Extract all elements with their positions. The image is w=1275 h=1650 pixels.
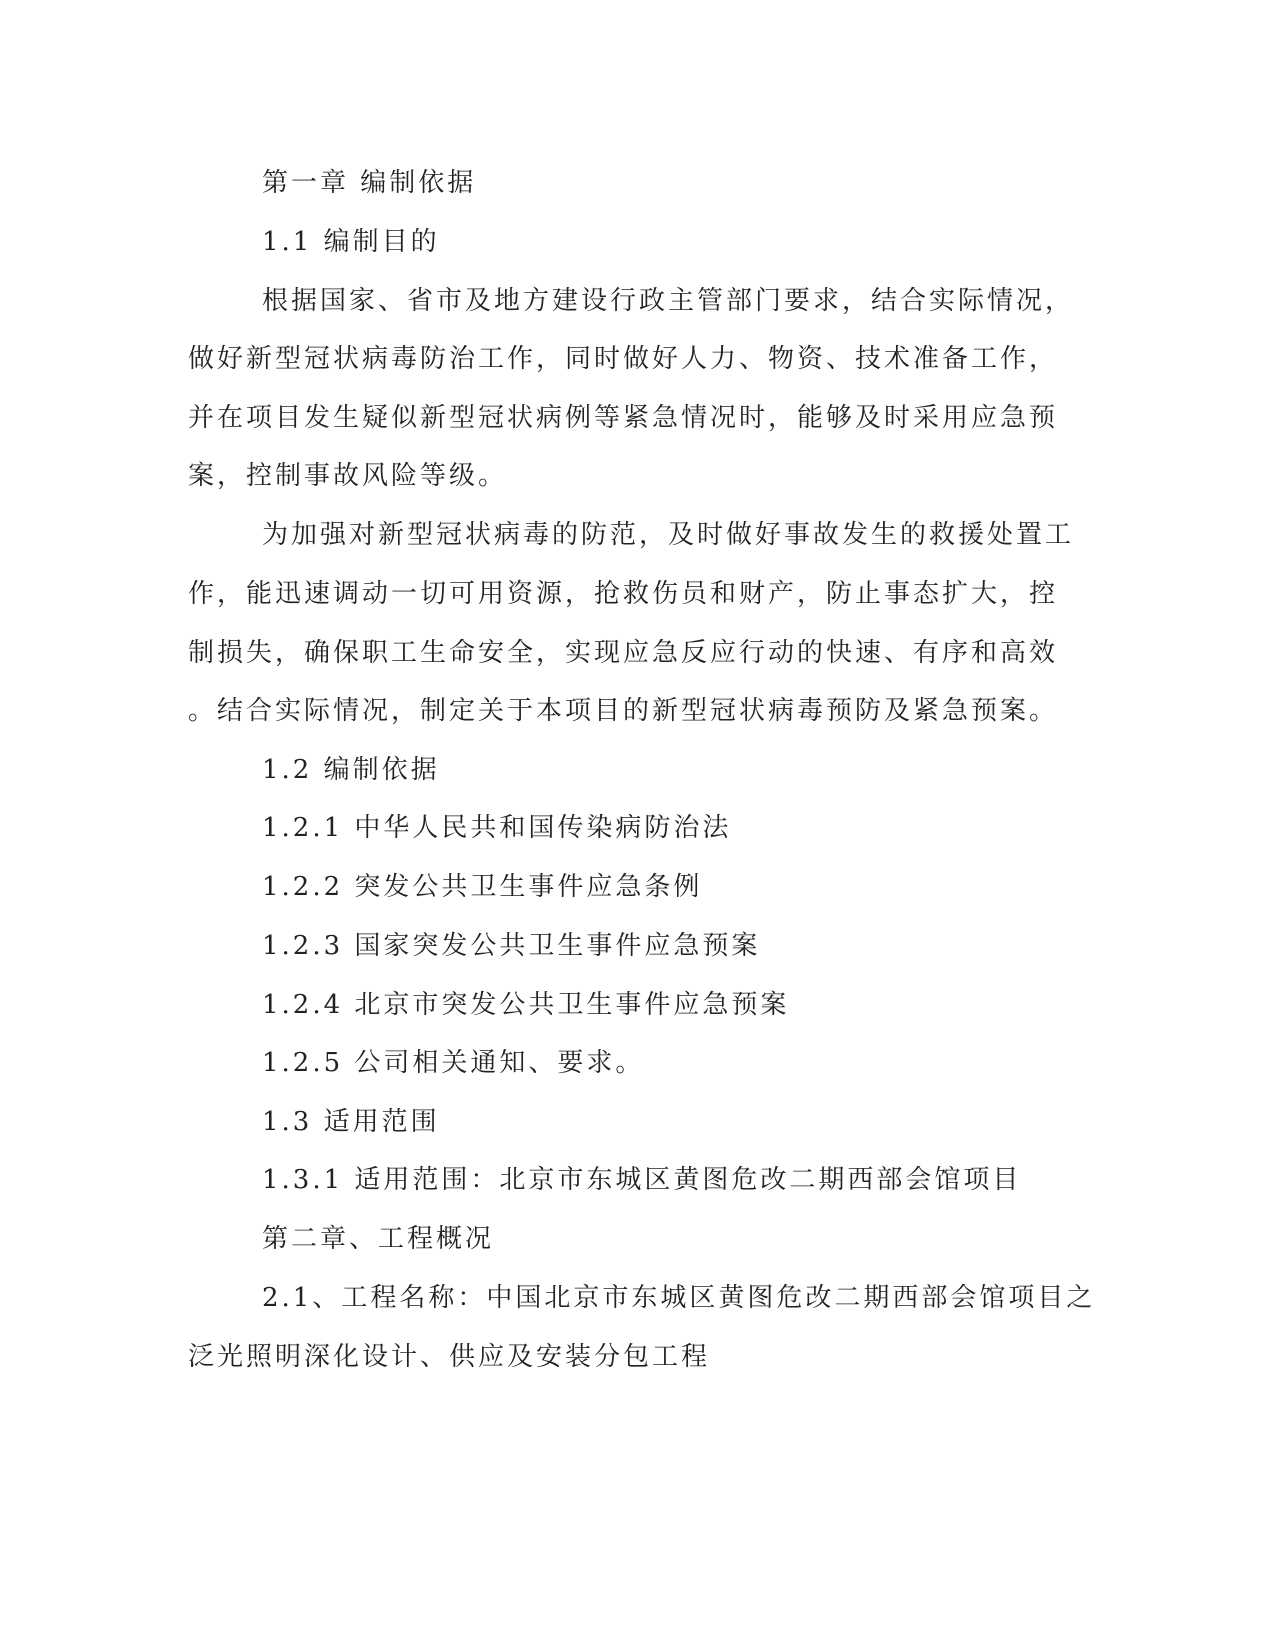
- paragraph-2-line-3: 制损失，确保职工生命安全，实现应急反应行动的快速、有序和高效: [188, 638, 1059, 668]
- paragraph-2-line-4: 。结合实际情况，制定关于本项目的新型冠状病毒预防及紧急预案。: [188, 696, 1059, 726]
- paragraph-1-line-1: 根据国家、省市及地方建设行政主管部门要求，结合实际情况，: [262, 286, 1075, 316]
- list-item-1-2-5: 1.2.5 公司相关通知、要求。: [262, 1048, 645, 1078]
- section-2-1-line-1: 2.1、工程名称：中国北京市东城区黄图危改二期西部会馆项目之: [262, 1283, 1096, 1313]
- list-item-1-2-1: 1.2.1 中华人民共和国传染病防治法: [262, 813, 732, 843]
- section-2-1-line-2: 泛光照明深化设计、供应及安装分包工程: [188, 1342, 711, 1372]
- section-1-3-heading: 1.3 适用范围: [262, 1107, 440, 1137]
- paragraph-2-line-2: 作，能迅速调动一切可用资源，抢救伤员和财产，防止事态扩大，控: [188, 579, 1059, 609]
- paragraph-2-line-1: 为加强对新型冠状病毒的防范，及时做好事故发生的救援处置工: [262, 520, 1075, 550]
- chapter-2-heading: 第二章、工程概况: [262, 1224, 495, 1254]
- list-item-1-2-4: 1.2.4 北京市突发公共卫生事件应急预案: [262, 990, 790, 1020]
- section-1-2-heading: 1.2 编制依据: [262, 755, 440, 785]
- paragraph-1-line-4: 案，控制事故风险等级。: [188, 461, 508, 491]
- list-item-1-2-3: 1.2.3 国家突发公共卫生事件应急预案: [262, 931, 761, 961]
- section-1-1-heading: 1.1 编制目的: [262, 227, 440, 257]
- chapter-1-heading: 第一章 编制依据: [262, 168, 477, 198]
- list-item-1-2-2: 1.2.2 突发公共卫生事件应急条例: [262, 872, 703, 902]
- paragraph-1-line-3: 并在项目发生疑似新型冠状病例等紧急情况时，能够及时采用应急预: [188, 403, 1059, 433]
- list-item-1-3-1: 1.3.1 适用范围：北京市东城区黄图危改二期西部会馆项目: [262, 1165, 1022, 1195]
- paragraph-1-line-2: 做好新型冠状病毒防治工作，同时做好人力、物资、技术准备工作，: [188, 344, 1059, 374]
